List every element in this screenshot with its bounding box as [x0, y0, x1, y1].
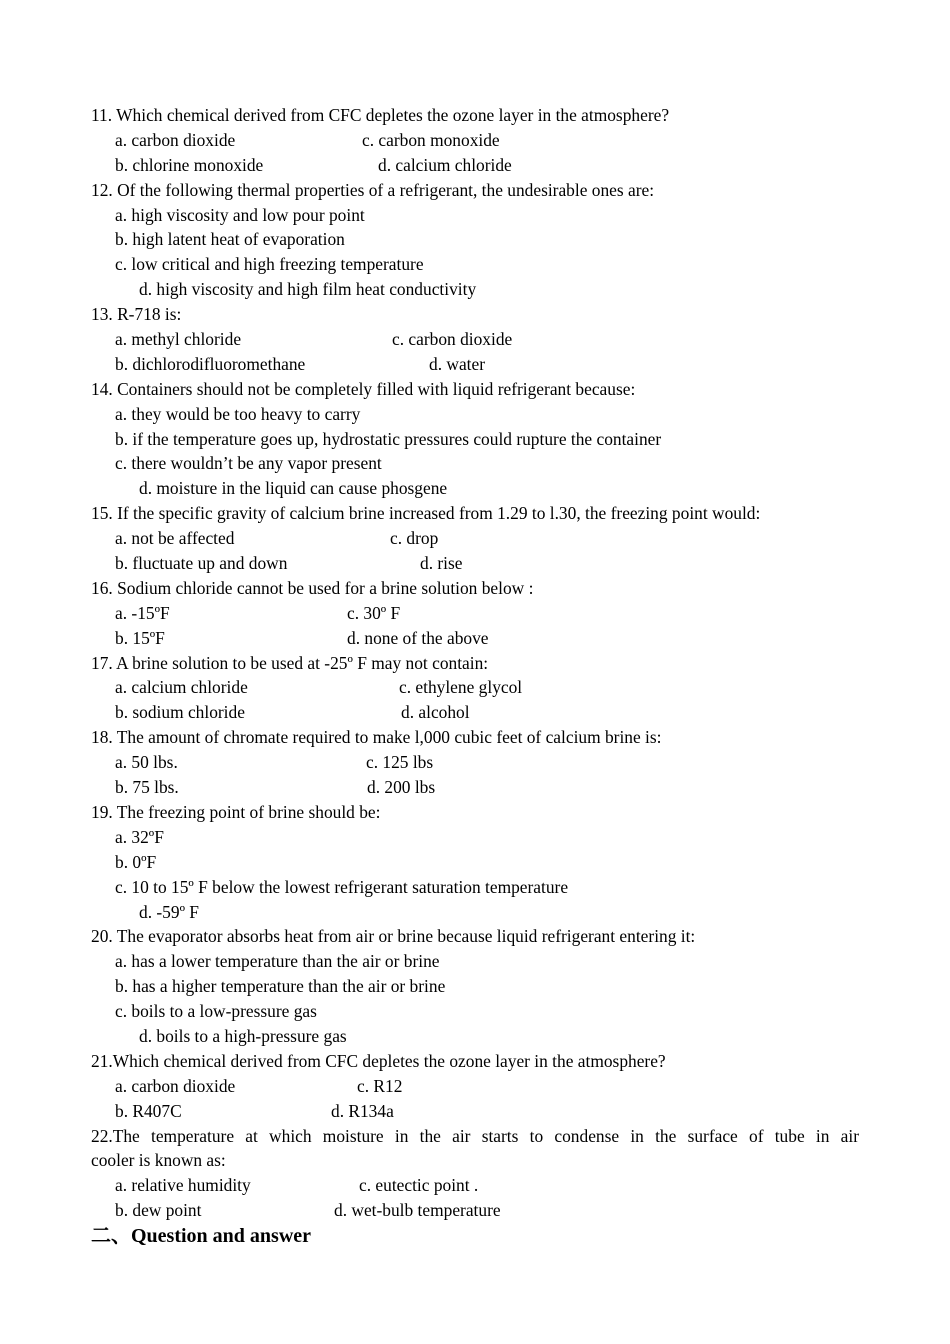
question-12-option-c: c. low critical and high freezing temperature — [115, 254, 424, 275]
question-17-option-a: a. calcium chloride — [115, 677, 248, 698]
question-15-options-row-1 — [91, 526, 859, 551]
question-13-option-a: a. methyl chloride — [115, 329, 242, 350]
question-13-stem: 13. R-718 is: — [91, 304, 182, 325]
question-22-options-row-1 — [91, 1173, 859, 1198]
question-20-option-a: a. has a lower temperature than the air or brine — [115, 951, 440, 972]
question-19-option-d: d. -59º F — [139, 901, 199, 922]
question-18-options-row-1 — [91, 750, 859, 775]
question-20-option-b: b. has a higher temperature than the air or brine — [115, 976, 446, 997]
question-22-options-row-2 — [91, 1198, 859, 1223]
question-11-option-d: d. calcium chloride — [378, 154, 512, 175]
question-14-option-b: b. if the temperature goes up, hydrostatic pressures could rupture the container — [115, 428, 662, 449]
question-16-options-row-2 — [91, 626, 859, 651]
question-21-option-d: d. R134a — [331, 1100, 394, 1121]
question-22-option-d: d. wet-bulb temperature — [334, 1200, 501, 1221]
question-12-option-b: b. high latent heat of evaporation — [115, 229, 345, 250]
section-heading: 二、Question and answer — [91, 1225, 312, 1248]
question-11-option-a: a. carbon dioxide — [115, 129, 236, 150]
question-22-option-b: b. dew point — [115, 1200, 202, 1221]
question-15-option-c: c. drop — [390, 528, 439, 549]
question-20-option-d: d. boils to a high-pressure gas — [139, 1025, 347, 1046]
question-13-options-row-2 — [91, 352, 859, 377]
question-15-option-b: b. fluctuate up and down — [115, 553, 288, 574]
question-16-option-a: a. -15ºF — [115, 602, 170, 623]
question-12-stem: 12. Of the following thermal properties of a refrigerant, the undesirable ones are: — [91, 179, 655, 200]
question-11-option-b: b. chlorine monoxide — [115, 154, 264, 175]
question-17-stem: 17. A brine solution to be used at -25º F may not contain: — [91, 652, 489, 673]
question-14-option-c: c. there wouldn’t be any vapor present — [115, 453, 382, 474]
question-21-options-row-1 — [91, 1074, 859, 1099]
question-15-options-row-2 — [91, 551, 859, 576]
question-15-option-d: d. rise — [420, 553, 463, 574]
question-18-option-a: a. 50 lbs. — [115, 752, 178, 773]
question-18-option-b: b. 75 lbs. — [115, 777, 179, 798]
question-16-option-d: d. none of the above — [347, 627, 489, 648]
question-22-stem-line-1: 22.The temperature at which moisture in the air starts to condense in the surface of tube in air — [91, 1125, 859, 1146]
question-21-option-c: c. R12 — [357, 1075, 403, 1096]
question-19-option-b: b. 0ºF — [115, 851, 157, 872]
question-21-option-b: b. R407C — [115, 1100, 182, 1121]
question-18-stem: 18. The amount of chromate required to make l,000 cubic feet of calcium brine is: — [91, 727, 662, 748]
question-16-option-b: b. 15ºF — [115, 627, 165, 648]
question-15-stem: 15. If the specific gravity of calcium brine increased from 1.29 to l.30, the freezing point would: — [91, 503, 761, 524]
question-list — [91, 103, 859, 1249]
question-13-option-d: d. water — [429, 353, 486, 374]
question-17-option-c: c. ethylene glycol — [399, 677, 523, 698]
question-11-stem: 11. Which chemical derived from CFC depletes the ozone layer in the atmosphere? — [91, 105, 670, 125]
question-22-stem-line-2: cooler is known as: — [91, 1150, 226, 1171]
question-20-stem: 20. The evaporator absorbs heat from air or brine because liquid refrigerant entering it: — [91, 926, 696, 947]
question-12-option-d: d. high viscosity and high film heat conductivity — [139, 279, 477, 300]
question-14-stem: 14. Containers should not be completely filled with liquid refrigerant because: — [91, 378, 636, 399]
question-11-options-row-1 — [91, 128, 859, 153]
question-22-option-c: c. eutectic point . — [359, 1175, 479, 1196]
question-16-stem: 16. Sodium chloride cannot be used for a brine solution below : — [91, 577, 534, 598]
question-21-option-a: a. carbon dioxide — [115, 1075, 236, 1096]
question-21-options-row-2 — [91, 1099, 859, 1124]
question-20-option-c: c. boils to a low-pressure gas — [115, 1001, 317, 1022]
question-13-option-b: b. dichlorodifluoromethane — [115, 353, 306, 374]
question-13-options-row-1 — [91, 327, 859, 352]
question-14-option-d: d. moisture in the liquid can cause phosgene — [139, 478, 448, 499]
question-22-option-a: a. relative humidity — [115, 1175, 251, 1196]
question-18-option-d: d. 200 lbs — [367, 777, 436, 798]
question-19-option-a: a. 32ºF — [115, 826, 164, 847]
question-17-options-row-1 — [91, 675, 859, 700]
question-16-options-row-1 — [91, 601, 859, 626]
question-11-option-c: c. carbon monoxide — [362, 129, 500, 150]
question-12-option-a: a. high viscosity and low pour point — [115, 204, 365, 225]
question-18-option-c: c. 125 lbs — [366, 752, 434, 773]
question-18-options-row-2 — [91, 775, 859, 800]
question-13-option-c: c. carbon dioxide — [392, 329, 513, 350]
question-19-stem: 19. The freezing point of brine should be: — [91, 801, 381, 822]
question-14-option-a: a. they would be too heavy to carry — [115, 403, 361, 424]
question-21-stem: 21.Which chemical derived from CFC depletes the ozone layer in the atmosphere? — [91, 1050, 666, 1071]
question-17-option-d: d. alcohol — [401, 702, 470, 723]
question-11-options-row-2 — [91, 153, 859, 178]
question-19-option-c: c. 10 to 15º F below the lowest refrigerant saturation temperature — [115, 876, 569, 897]
question-17-options-row-2 — [91, 700, 859, 725]
question-15-option-a: a. not be affected — [115, 528, 235, 549]
question-17-option-b: b. sodium chloride — [115, 702, 245, 723]
question-16-option-c: c. 30º F — [347, 602, 401, 623]
